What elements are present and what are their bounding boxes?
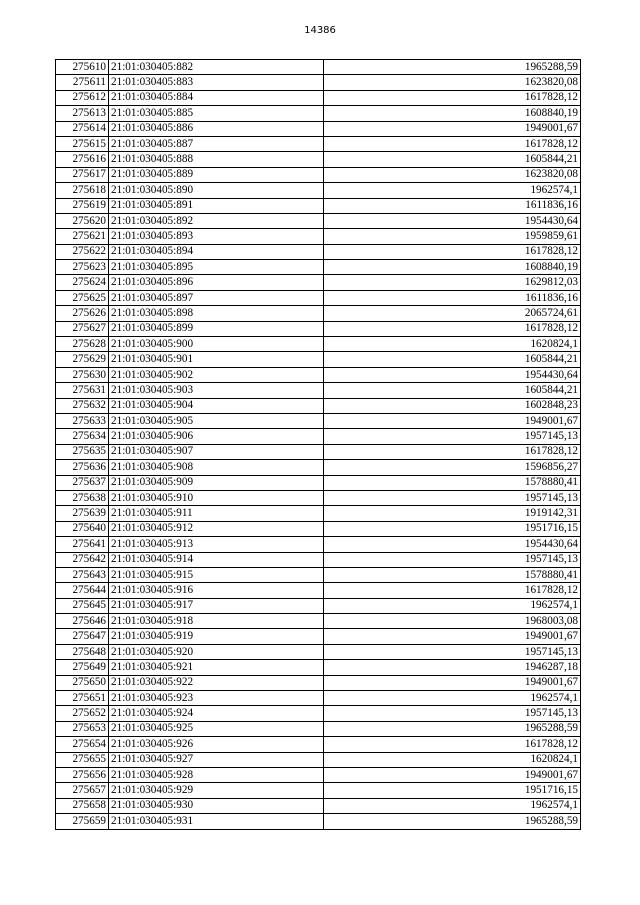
row-number-cell: 275651 <box>56 691 109 706</box>
table-row <box>56 337 581 352</box>
table-row <box>56 752 581 767</box>
row-number-cell: 275637 <box>56 475 109 490</box>
table-row <box>56 398 581 413</box>
table-row <box>56 598 581 613</box>
cadastral-number-cell: 21:01:030405:884 <box>109 90 324 105</box>
table-row <box>56 229 581 244</box>
cadastral-value-cell: 1623820,08 <box>324 75 581 90</box>
table-row <box>56 675 581 690</box>
row-number-cell: 275613 <box>56 106 109 121</box>
table-row <box>56 352 581 367</box>
cadastral-number-cell: 21:01:030405:916 <box>109 583 324 598</box>
cadastral-value-cell: 1629812,03 <box>324 275 581 290</box>
cadastral-value-cell: 1957145,13 <box>324 644 581 659</box>
row-number-cell: 275647 <box>56 629 109 644</box>
cadastral-value-cell: 1962574,1 <box>324 798 581 813</box>
cadastral-number-cell: 21:01:030405:913 <box>109 537 324 552</box>
row-number-cell: 275642 <box>56 552 109 567</box>
table-row <box>56 552 581 567</box>
cadastral-number-cell: 21:01:030405:906 <box>109 429 324 444</box>
cadastral-value-cell: 1596856,27 <box>324 460 581 475</box>
cadastral-number-cell: 21:01:030405:917 <box>109 598 324 613</box>
cadastral-number-cell: 21:01:030405:900 <box>109 337 324 352</box>
cadastral-number-cell: 21:01:030405:914 <box>109 552 324 567</box>
cadastral-number-cell: 21:01:030405:921 <box>109 660 324 675</box>
cadastral-value-cell: 1623820,08 <box>324 167 581 182</box>
row-number-cell: 275612 <box>56 90 109 105</box>
cadastral-value-cell: 1957145,13 <box>324 429 581 444</box>
cadastral-number-cell: 21:01:030405:912 <box>109 521 324 536</box>
cadastral-value-cell: 1617828,12 <box>324 444 581 459</box>
cadastral-value-cell: 1949001,67 <box>324 675 581 690</box>
row-number-cell: 275632 <box>56 398 109 413</box>
cadastral-value-cell: 1957145,13 <box>324 706 581 721</box>
cadastral-value-table <box>55 59 581 830</box>
table-row <box>56 198 581 213</box>
cadastral-value-cell: 1578880,41 <box>324 567 581 582</box>
cadastral-value-cell: 1617828,12 <box>324 244 581 259</box>
cadastral-number-cell: 21:01:030405:905 <box>109 413 324 428</box>
cadastral-value-cell: 1608840,19 <box>324 260 581 275</box>
cadastral-value-cell: 1954430,64 <box>324 367 581 382</box>
cadastral-value-cell: 1919142,31 <box>324 506 581 521</box>
cadastral-number-cell: 21:01:030405:888 <box>109 152 324 167</box>
row-number-cell: 275610 <box>56 60 109 75</box>
row-number-cell: 275630 <box>56 367 109 382</box>
row-number-cell: 275643 <box>56 567 109 582</box>
table-row <box>56 490 581 505</box>
row-number-cell: 275639 <box>56 506 109 521</box>
row-number-cell: 275652 <box>56 706 109 721</box>
row-number-cell: 275654 <box>56 737 109 752</box>
cadastral-value-cell: 1962574,1 <box>324 691 581 706</box>
cadastral-value-cell: 1965288,59 <box>324 721 581 736</box>
cadastral-number-cell: 21:01:030405:902 <box>109 367 324 382</box>
row-number-cell: 275644 <box>56 583 109 598</box>
cadastral-value-cell: 1605844,21 <box>324 152 581 167</box>
row-number-cell: 275638 <box>56 490 109 505</box>
page-number: 14386 <box>304 25 336 36</box>
cadastral-value-cell: 1611836,16 <box>324 290 581 305</box>
cadastral-number-cell: 21:01:030405:923 <box>109 691 324 706</box>
row-number-cell: 275634 <box>56 429 109 444</box>
row-number-cell: 275653 <box>56 721 109 736</box>
table-row <box>56 75 581 90</box>
row-number-cell: 275627 <box>56 321 109 336</box>
cadastral-value-cell: 1620824,1 <box>324 752 581 767</box>
cadastral-number-cell: 21:01:030405:925 <box>109 721 324 736</box>
row-number-cell: 275626 <box>56 306 109 321</box>
cadastral-value-cell: 1949001,67 <box>324 767 581 782</box>
table-row <box>56 721 581 736</box>
row-number-cell: 275615 <box>56 136 109 151</box>
row-number-cell: 275636 <box>56 460 109 475</box>
cadastral-number-cell: 21:01:030405:908 <box>109 460 324 475</box>
table-row <box>56 290 581 305</box>
cadastral-number-cell: 21:01:030405:891 <box>109 198 324 213</box>
table-row <box>56 660 581 675</box>
cadastral-value-cell: 1620824,1 <box>324 337 581 352</box>
cadastral-value-cell: 1605844,21 <box>324 352 581 367</box>
table-row <box>56 213 581 228</box>
table-row <box>56 814 581 829</box>
table-row <box>56 444 581 459</box>
row-number-cell: 275617 <box>56 167 109 182</box>
cadastral-number-cell: 21:01:030405:924 <box>109 706 324 721</box>
row-number-cell: 275641 <box>56 537 109 552</box>
row-number-cell: 275616 <box>56 152 109 167</box>
row-number-cell: 275635 <box>56 444 109 459</box>
row-number-cell: 275611 <box>56 75 109 90</box>
cadastral-value-cell: 1605844,21 <box>324 383 581 398</box>
cadastral-value-cell: 1611836,16 <box>324 198 581 213</box>
cadastral-value-cell: 1962574,1 <box>324 183 581 198</box>
table-row <box>56 167 581 182</box>
cadastral-value-cell: 1602848,23 <box>324 398 581 413</box>
row-number-cell: 275614 <box>56 121 109 136</box>
cadastral-value-cell: 1608840,19 <box>324 106 581 121</box>
cadastral-number-cell: 21:01:030405:893 <box>109 229 324 244</box>
table-row <box>56 90 581 105</box>
row-number-cell: 275648 <box>56 644 109 659</box>
table-row <box>56 260 581 275</box>
table-row <box>56 306 581 321</box>
table-row <box>56 629 581 644</box>
row-number-cell: 275628 <box>56 337 109 352</box>
cadastral-value-cell: 1968003,08 <box>324 614 581 629</box>
cadastral-number-cell: 21:01:030405:927 <box>109 752 324 767</box>
cadastral-number-cell: 21:01:030405:931 <box>109 814 324 829</box>
table-row <box>56 321 581 336</box>
cadastral-value-cell: 1954430,64 <box>324 537 581 552</box>
table-row <box>56 783 581 798</box>
table-row <box>56 383 581 398</box>
cadastral-number-cell: 21:01:030405:930 <box>109 798 324 813</box>
cadastral-value-cell: 1578880,41 <box>324 475 581 490</box>
table-row <box>56 737 581 752</box>
cadastral-number-cell: 21:01:030405:926 <box>109 737 324 752</box>
cadastral-number-cell: 21:01:030405:901 <box>109 352 324 367</box>
row-number-cell: 275624 <box>56 275 109 290</box>
cadastral-number-cell: 21:01:030405:911 <box>109 506 324 521</box>
row-number-cell: 275625 <box>56 290 109 305</box>
table-row <box>56 460 581 475</box>
cadastral-number-cell: 21:01:030405:894 <box>109 244 324 259</box>
cadastral-number-cell: 21:01:030405:907 <box>109 444 324 459</box>
row-number-cell: 275649 <box>56 660 109 675</box>
cadastral-value-cell: 1617828,12 <box>324 90 581 105</box>
cadastral-number-cell: 21:01:030405:910 <box>109 490 324 505</box>
table-row <box>56 244 581 259</box>
row-number-cell: 275655 <box>56 752 109 767</box>
table-row <box>56 567 581 582</box>
table-row <box>56 152 581 167</box>
row-number-cell: 275640 <box>56 521 109 536</box>
cadastral-number-cell: 21:01:030405:899 <box>109 321 324 336</box>
cadastral-number-cell: 21:01:030405:892 <box>109 213 324 228</box>
row-number-cell: 275618 <box>56 183 109 198</box>
cadastral-number-cell: 21:01:030405:887 <box>109 136 324 151</box>
cadastral-number-cell: 21:01:030405:929 <box>109 783 324 798</box>
cadastral-number-cell: 21:01:030405:915 <box>109 567 324 582</box>
row-number-cell: 275657 <box>56 783 109 798</box>
cadastral-value-cell: 1957145,13 <box>324 490 581 505</box>
table-row <box>56 706 581 721</box>
table-row <box>56 583 581 598</box>
table-row <box>56 60 581 75</box>
cadastral-value-cell: 1617828,12 <box>324 321 581 336</box>
row-number-cell: 275645 <box>56 598 109 613</box>
cadastral-value-cell: 1949001,67 <box>324 121 581 136</box>
row-number-cell: 275622 <box>56 244 109 259</box>
cadastral-value-cell: 1957145,13 <box>324 552 581 567</box>
cadastral-number-cell: 21:01:030405:903 <box>109 383 324 398</box>
cadastral-number-cell: 21:01:030405:889 <box>109 167 324 182</box>
cadastral-number-cell: 21:01:030405:918 <box>109 614 324 629</box>
row-number-cell: 275658 <box>56 798 109 813</box>
cadastral-value-cell: 1951716,15 <box>324 783 581 798</box>
table-row <box>56 121 581 136</box>
cadastral-number-cell: 21:01:030405:898 <box>109 306 324 321</box>
cadastral-value-cell: 1965288,59 <box>324 814 581 829</box>
cadastral-value-cell: 1951716,15 <box>324 521 581 536</box>
cadastral-number-cell: 21:01:030405:919 <box>109 629 324 644</box>
cadastral-number-cell: 21:01:030405:885 <box>109 106 324 121</box>
table-row <box>56 506 581 521</box>
cadastral-number-cell: 21:01:030405:920 <box>109 644 324 659</box>
table-row <box>56 767 581 782</box>
row-number-cell: 275631 <box>56 383 109 398</box>
table-row <box>56 413 581 428</box>
cadastral-value-cell: 1959859,61 <box>324 229 581 244</box>
row-number-cell: 275629 <box>56 352 109 367</box>
row-number-cell: 275620 <box>56 213 109 228</box>
row-number-cell: 275659 <box>56 814 109 829</box>
cadastral-number-cell: 21:01:030405:922 <box>109 675 324 690</box>
cadastral-number-cell: 21:01:030405:886 <box>109 121 324 136</box>
table-row <box>56 183 581 198</box>
cadastral-number-cell: 21:01:030405:882 <box>109 60 324 75</box>
cadastral-value-cell: 2065724,61 <box>324 306 581 321</box>
cadastral-number-cell: 21:01:030405:909 <box>109 475 324 490</box>
cadastral-value-cell: 1962574,1 <box>324 598 581 613</box>
cadastral-number-cell: 21:01:030405:896 <box>109 275 324 290</box>
row-number-cell: 275650 <box>56 675 109 690</box>
cadastral-value-cell: 1949001,67 <box>324 413 581 428</box>
cadastral-value-cell: 1946287,18 <box>324 660 581 675</box>
cadastral-number-cell: 21:01:030405:883 <box>109 75 324 90</box>
table-row <box>56 691 581 706</box>
table-row <box>56 644 581 659</box>
cadastral-number-cell: 21:01:030405:897 <box>109 290 324 305</box>
cadastral-number-cell: 21:01:030405:895 <box>109 260 324 275</box>
table-row <box>56 367 581 382</box>
table-row <box>56 475 581 490</box>
table-row <box>56 798 581 813</box>
cadastral-value-cell: 1949001,67 <box>324 629 581 644</box>
table-row <box>56 136 581 151</box>
row-number-cell: 275623 <box>56 260 109 275</box>
cadastral-value-cell: 1617828,12 <box>324 737 581 752</box>
cadastral-number-cell: 21:01:030405:904 <box>109 398 324 413</box>
cadastral-number-cell: 21:01:030405:928 <box>109 767 324 782</box>
row-number-cell: 275619 <box>56 198 109 213</box>
row-number-cell: 275656 <box>56 767 109 782</box>
cadastral-value-cell: 1954430,64 <box>324 213 581 228</box>
table-row <box>56 614 581 629</box>
table-body <box>56 60 581 830</box>
table-row <box>56 106 581 121</box>
table-row <box>56 537 581 552</box>
table-row <box>56 429 581 444</box>
table-row <box>56 521 581 536</box>
cadastral-value-cell: 1617828,12 <box>324 136 581 151</box>
cadastral-number-cell: 21:01:030405:890 <box>109 183 324 198</box>
cadastral-value-cell: 1617828,12 <box>324 583 581 598</box>
table-row <box>56 275 581 290</box>
cadastral-value-cell: 1965288,59 <box>324 60 581 75</box>
row-number-cell: 275646 <box>56 614 109 629</box>
row-number-cell: 275633 <box>56 413 109 428</box>
row-number-cell: 275621 <box>56 229 109 244</box>
